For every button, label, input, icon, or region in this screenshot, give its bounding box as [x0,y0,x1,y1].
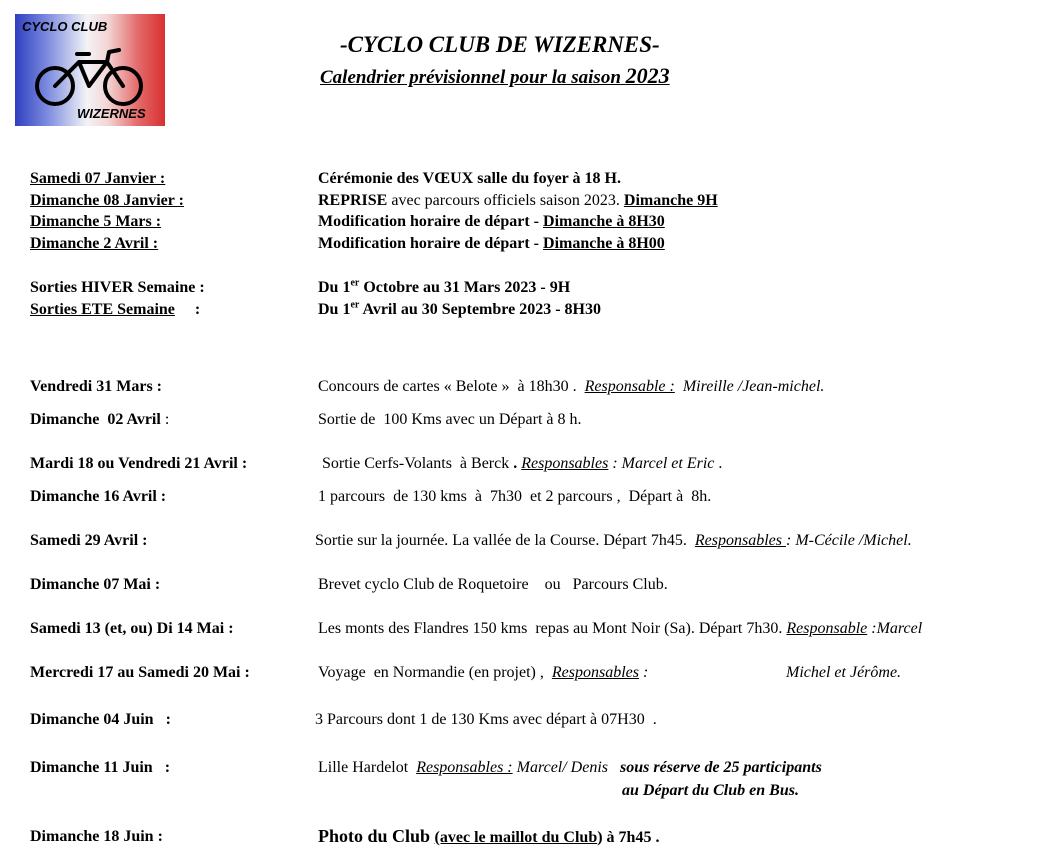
key-text-2-ul: Dimanche à 8H30 [543,213,665,230]
event-date-10: Dimanche 11 Juin : [30,759,171,776]
event-text-4: 1 parcours de 130 kms à 7h30 et 2 parcours , Départ à 8h. [318,488,712,505]
event-1-text: Concours de cartes « Belote » à 18h30 . [318,378,585,395]
club-logo [15,14,165,126]
event-text-2: Sortie de 100 Kms avec un Départ à 8 h. [318,411,582,428]
event-date-11: Dimanche 18 Juin : [30,828,163,845]
event-7-resp-names: :Marcel [867,620,923,637]
event-3-text: Sortie Cerfs-Volants à Berck [322,455,510,472]
sortie-ete-sup: er [350,299,360,311]
key-text-3 [318,235,665,253]
event-8-names: Michel et Jérôme. [786,664,902,681]
event-10-resp-label: Responsables : [416,759,513,776]
event-10-note2: au Départ du Club en Bus. [622,782,799,799]
event-date-6: Dimanche 07 Mai : [30,576,161,593]
event-5-text: Sortie sur la journée. La vallée de la Course. Départ 7h45. [315,532,695,549]
event-text-5 [315,532,912,550]
event-2-date-bold: Dimanche 02 Avril [30,411,161,428]
event-5-resp-label: Responsables [694,532,786,549]
key-date-1: Dimanche 08 Janvier : [30,192,184,209]
event-date-9: Dimanche 04 Juin : [30,711,171,728]
event-date-1: Vendredi 31 Mars : [30,378,162,395]
event-11-text-a: Photo du Club [318,826,435,846]
subtitle-text: Calendrier prévisionnel pour la saison [320,67,621,88]
event-text-3 [322,455,722,473]
event-3-tail: . [714,455,723,472]
event-text-7 [318,620,922,638]
page-title: -CYCLO CLUB DE WIZERNES- [340,32,660,57]
key-text-1-plain: avec parcours officiels saison 2023. [387,192,624,209]
event-text-1 [318,378,824,396]
key-date-2: Dimanche 5 Mars : [30,213,162,230]
event-11-text-ul: (avec le maillot du Club [434,829,598,846]
key-text-2 [318,213,665,231]
logo-top-text: CYCLO CLUB [22,19,108,34]
sortie-hiver-pre: Du 1 [318,279,351,296]
event-8-resp-label: Responsables [551,664,639,681]
event-10-text: Lille Hardelot [318,759,417,776]
event-8-resp-names: : [638,664,649,681]
event-text-9: 3 Parcours dont 1 de 130 Kms avec départ à 07H30 . [315,711,657,728]
event-text-8 [318,664,648,682]
logo-bottom-text: WIZERNES [77,106,146,121]
event-text-11 [318,826,659,847]
event-5-resp-names: : M-Cécile /Michel. [785,532,912,549]
event-3-dot: . [509,455,522,472]
bicycle-icon [27,40,147,110]
event-10-resp-names: Marcel/ Denis [512,759,621,776]
sortie-hiver-post: Octobre au 31 Mars 2023 - 9H [359,279,571,296]
key-date-0: Samedi 07 Janvier : [30,170,166,187]
key-text-1-bold: REPRISE [318,192,388,209]
event-2-date-tail: : [160,411,170,428]
event-text-10 [318,759,822,777]
key-text-0: Cérémonie des VŒUX salle du foyer à 18 H. [318,170,621,187]
event-date-8: Mercredi 17 au Samedi 20 Mai : [30,664,250,681]
event-date-2 [30,411,169,429]
event-7-resp-label: Responsable [786,620,868,637]
sortie-ete-label-ul: Sorties ETE Semaine [30,301,175,318]
key-text-3-ul: Dimanche à 8H00 [543,235,665,252]
event-1-resp-label: Responsable : [584,378,675,395]
key-date-3: Dimanche 2 Avril : [30,235,159,252]
sortie-text-hiver [318,279,570,297]
key-text-2-main: Modification horaire de départ - [318,213,544,230]
sortie-label-hiver: Sorties HIVER Semaine : [30,279,205,296]
subtitle-year: 2023 [625,63,670,88]
event-8-text: Voyage en Normandie (en projet) , [318,664,552,681]
sortie-text-ete [318,301,601,319]
event-date-7: Samedi 13 (et, ou) Di 14 Mai : [30,620,234,637]
event-3-resp-label: Responsables [521,455,609,472]
event-10-note1: sous réserve de 25 participants [620,759,822,776]
sortie-ete-pre: Du 1 [318,301,351,318]
event-11-text-b: ) à 7h45 . [597,829,660,846]
event-date-5: Samedi 29 Avril : [30,532,148,549]
sortie-ete-post: Avril au 30 Septembre 2023 - 8H30 [359,301,601,318]
event-date-3: Mardi 18 ou Vendredi 21 Avril : [30,455,248,472]
event-3-resp-names: : Marcel et Eric [608,455,715,472]
key-text-1 [318,192,718,210]
sortie-label-ete [30,301,200,319]
event-date-4: Dimanche 16 Avril : [30,488,167,505]
event-7-text: Les monts des Flandres 150 kms repas au Mont Noir (Sa). Départ 7h30. [318,620,787,637]
page-subtitle [320,63,670,89]
key-text-3-main: Modification horaire de départ - [318,235,544,252]
event-text-6: Brevet cyclo Club de Roquetoire ou Parcours Club. [318,576,668,593]
event-1-resp-names: Mireille /Jean-michel. [674,378,825,395]
key-text-1-ul: Dimanche 9H [623,192,718,209]
sortie-hiver-sup: er [350,277,360,289]
sortie-ete-label-tail: : [174,301,201,318]
